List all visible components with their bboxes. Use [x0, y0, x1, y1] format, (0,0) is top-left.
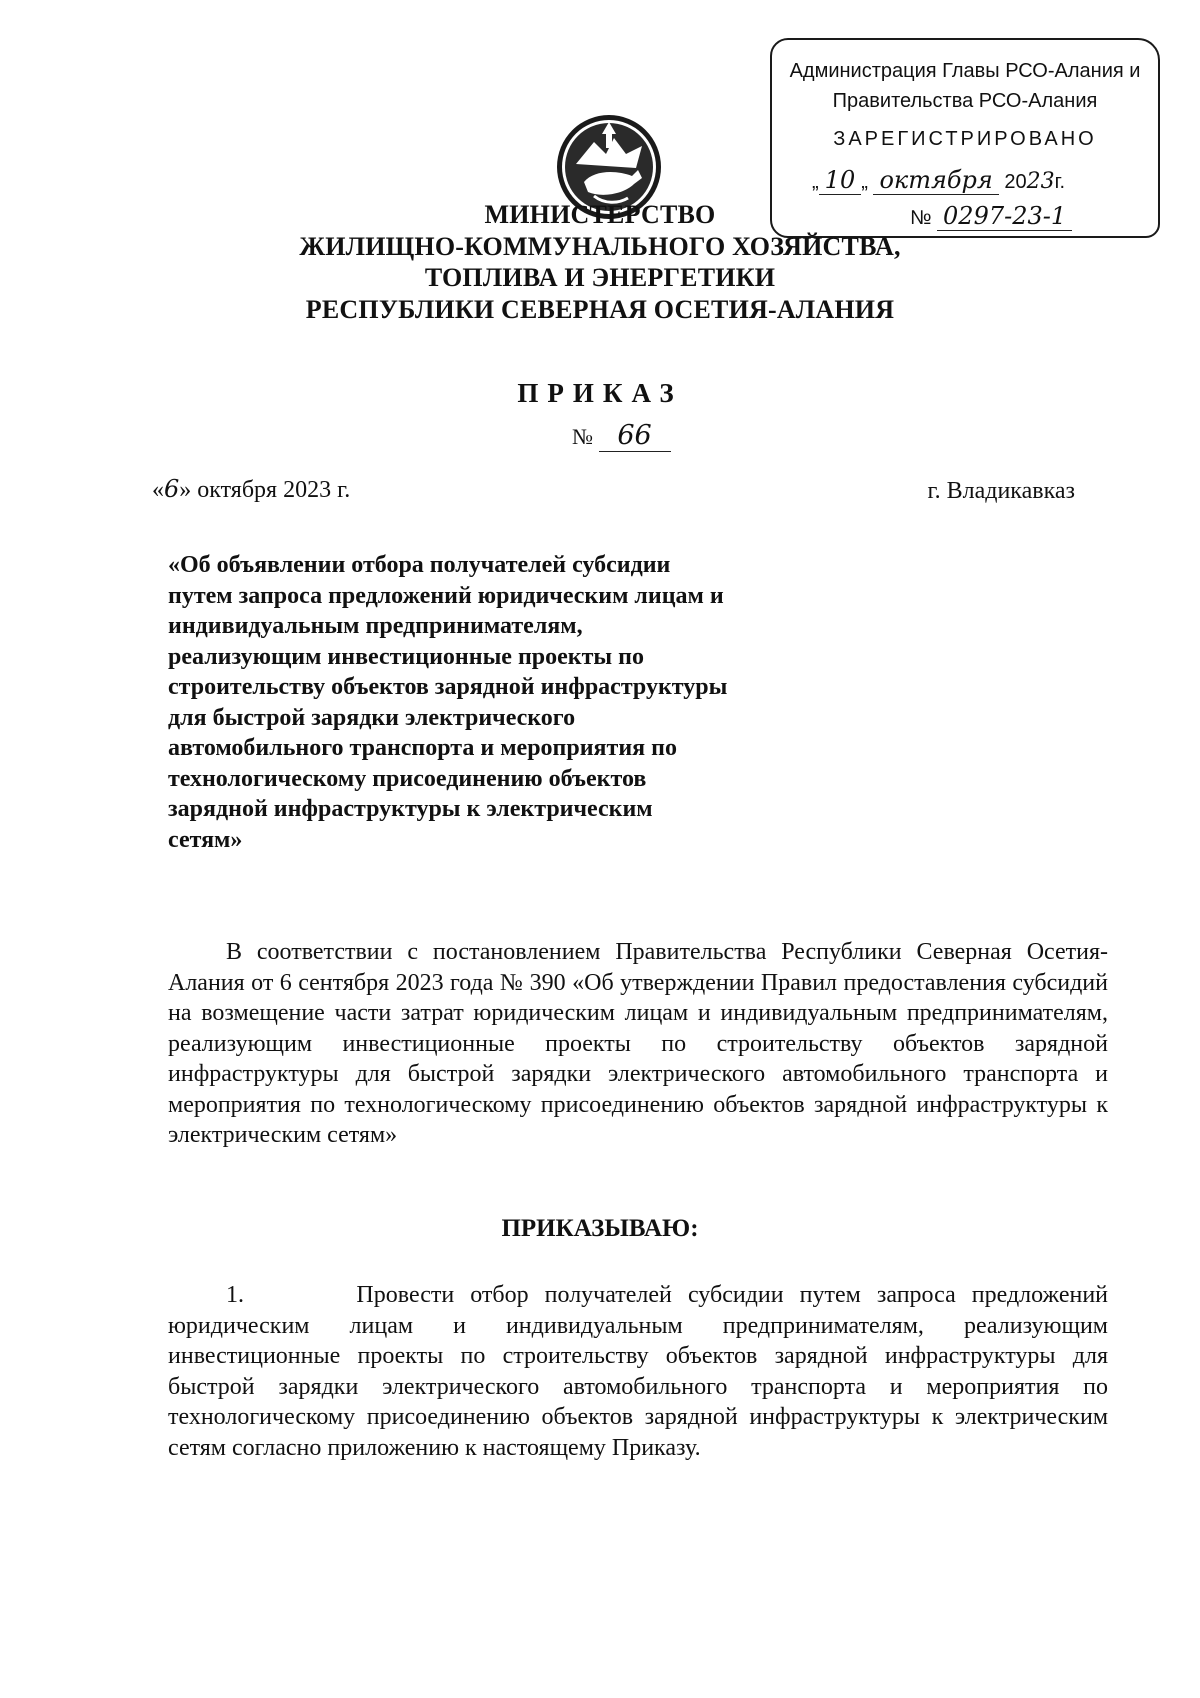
- stamp-number-value: 0297-23-1: [937, 202, 1072, 231]
- order-subject: «Об объявлении отбора получателей субсидии путем запроса предложений юридическим лицам и индивидуальным предпринимателям, реализующим инвестиционные проекты по строительству объектов зарядной инфраструктуры для быстрой зарядки электрического автомобильного транспорта и мероприятия по технологическому присоединению объектов зарядной инфраструктуры к электрическим сетям»: [168, 552, 728, 853]
- ministry-header-line-3: ТОПЛИВА И ЭНЕРГЕТИКИ: [424, 263, 776, 292]
- order-date: [152, 475, 350, 504]
- stamp-number-label: №: [910, 207, 932, 229]
- order-city: г. Владикавказ: [927, 478, 1075, 504]
- order-title: ПРИКАЗ: [517, 378, 683, 408]
- stamp-line-2: Правительства РСО-Алания: [832, 90, 1098, 112]
- stamp-date-day: 10: [819, 166, 862, 195]
- ministry-header-line-2: ЖИЛИЩНО-КОММУНАЛЬНОГО ХОЗЯЙСТВА,: [299, 232, 901, 261]
- stamp-year-suffix: 23: [1026, 169, 1055, 194]
- date-rest: » октября 2023 г.: [179, 477, 351, 503]
- order-item-1: [168, 1280, 1108, 1463]
- stamp-status: ЗАРЕГИСТРИРОВАНО: [833, 128, 1097, 150]
- order-preamble: В соответствии с постановлением Правительства Республики Северная Осетия-Алания от 6 сентября 2023 года № 390 «Об утверждении Правил предоставления субсидий на возмещение части затрат юридическим лицам и индивидуальным предпринимателям, реализующим инвестиционные проекты по строительству объектов зарядной инфраструктуры для быстрой зарядки электрического автомобильного транспорта и мероприятия по технологическому присоединению объектов зарядной инфраструктуры к электрическим сетям»: [168, 939, 1108, 1148]
- ministry-header-line-4: РЕСПУБЛИКИ СЕВЕРНАЯ ОСЕТИЯ-АЛАНИЯ: [305, 295, 895, 324]
- ministry-header-line-1: МИНИСТЕРСТВО: [484, 200, 716, 229]
- order-item-number: 1.: [226, 1282, 244, 1308]
- stamp-line-1: Администрация Главы РСО-Алания и: [789, 60, 1141, 82]
- stamp-date: „ 10 „ октября 2023г.: [812, 166, 1066, 194]
- date-open-quote: «: [152, 477, 164, 503]
- order-number-label: №: [572, 424, 593, 449]
- date-day: 6: [164, 475, 180, 503]
- stamp-year-label: г.: [1054, 171, 1066, 193]
- stamp-date-month: октября: [873, 166, 998, 195]
- order-item-text: Провести отбор получателей субсидии путем запроса предложений юридическим лицам и индивидуальным предпринимателям, реализующим инвестиционные проекты по строительству объектов зарядной инфраструктуры для быстрой зарядки электрического автомобильного транспорта и мероприятия по технологическому присоединению объектов зарядной инфраструктуры к электрическим сетям согласно приложению к настоящему Приказу.: [168, 1282, 1109, 1461]
- stamp-year-prefix: 20: [1004, 171, 1027, 193]
- order-number-value: 66: [599, 420, 671, 452]
- order-number: [572, 420, 671, 452]
- decree-heading: ПРИКАЗЫВАЮ:: [501, 1215, 699, 1242]
